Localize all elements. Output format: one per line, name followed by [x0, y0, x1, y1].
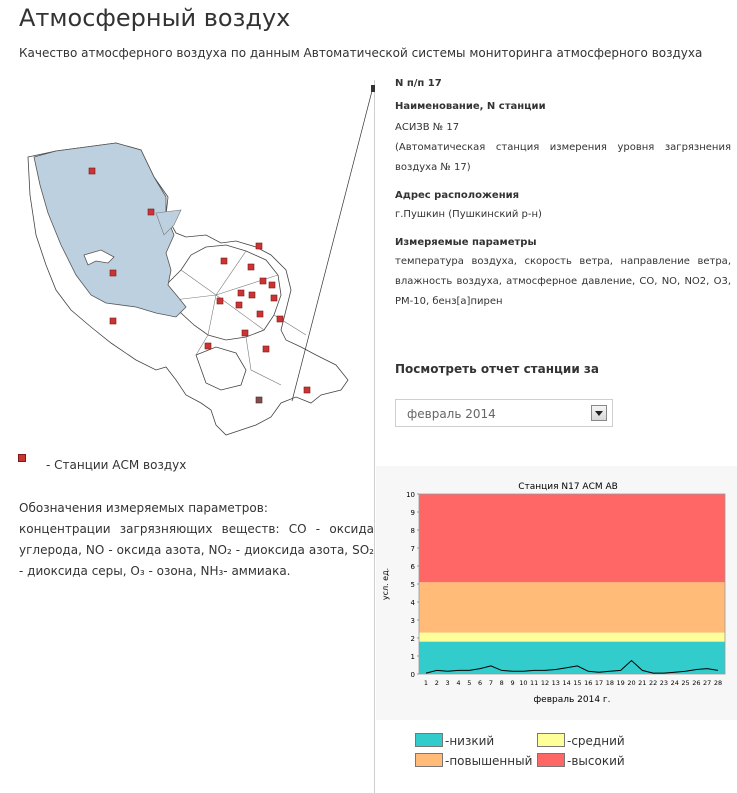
- chart-ylabel: усл. ед.: [381, 567, 390, 601]
- band-2: [419, 582, 725, 632]
- x-tick-label: 1: [423, 679, 429, 687]
- legend-item-high: [537, 753, 625, 768]
- station-marker[interactable]: [257, 311, 263, 317]
- station-marker[interactable]: [242, 330, 248, 336]
- station-marker[interactable]: [221, 258, 227, 264]
- chart-title: Станция N17 АСМ АВ: [518, 482, 618, 492]
- x-tick-label: 26: [692, 679, 701, 687]
- y-tick-label: 2: [410, 635, 415, 643]
- x-tick-label: 10: [519, 679, 528, 687]
- band-0: [419, 642, 725, 674]
- page-subtitle: Качество атмосферного воздуха по данным Автоматической системы мониторинга атмосферного воздуха: [19, 46, 703, 60]
- y-tick-label: 0: [410, 671, 415, 679]
- x-tick-label: 25: [681, 679, 690, 687]
- chart-xlabel: февраль 2014 г.: [533, 695, 611, 705]
- y-tick-label: 8: [410, 527, 415, 535]
- x-tick-label: 6: [478, 679, 483, 687]
- legend-label-medium: -средний: [567, 734, 625, 748]
- station-marker[interactable]: [260, 278, 266, 284]
- station-legend-marker: [18, 454, 26, 462]
- chevron-down-icon[interactable]: [591, 405, 607, 421]
- x-tick-label: 27: [703, 679, 712, 687]
- x-tick-label: 8: [499, 679, 504, 687]
- notation-block: [19, 498, 374, 582]
- x-tick-label: 18: [605, 679, 614, 687]
- x-tick-label: 20: [627, 679, 636, 687]
- station-marker[interactable]: [236, 302, 242, 308]
- station-legend-text: - Станции АСМ воздух: [46, 458, 187, 472]
- station-marker[interactable]: [269, 282, 275, 288]
- legend-item-low: [415, 733, 494, 748]
- station-marker[interactable]: [256, 243, 262, 249]
- station-name-value: АСИЗВ № 17: [395, 122, 460, 133]
- y-tick-label: 5: [410, 581, 415, 589]
- callout-line: [292, 87, 373, 401]
- x-tick-label: 11: [530, 679, 539, 687]
- station-marker[interactable]: [148, 209, 154, 215]
- x-tick-label: 24: [670, 679, 679, 687]
- report-heading: Посмотреть отчет станции за: [395, 362, 599, 376]
- x-tick-label: 2: [434, 679, 439, 687]
- y-tick-label: 3: [410, 617, 415, 625]
- station-marker[interactable]: [238, 290, 244, 296]
- station-marker[interactable]: [217, 298, 223, 304]
- notation-heading: Обозначения измеряемых параметров:: [19, 501, 268, 515]
- legend-item-elevated: [415, 753, 532, 768]
- legend-label-elevated: -повышенный: [445, 754, 533, 768]
- x-tick-label: 4: [456, 679, 461, 687]
- legend-swatch-medium: [537, 733, 565, 747]
- month-select-value: февраль 2014: [407, 407, 496, 421]
- x-tick-label: 17: [594, 679, 604, 687]
- station-number: N п/п 17: [395, 78, 442, 89]
- station-name-label: Наименование, N станции: [395, 101, 546, 112]
- legend-item-medium: [537, 733, 625, 748]
- legend-swatch-low: [415, 733, 443, 747]
- x-tick-label: 12: [540, 679, 550, 687]
- x-tick-label: 7: [488, 679, 493, 687]
- band-1: [419, 633, 725, 642]
- callout-marker: [371, 85, 375, 92]
- x-tick-label: 22: [648, 679, 658, 687]
- page-title: Атмосферный воздух: [19, 4, 291, 32]
- month-select[interactable]: [395, 399, 613, 427]
- legend-swatch-elevated: [415, 753, 443, 767]
- station-params-label: Измеряемые параметры: [395, 237, 537, 248]
- legend-label-high: -высокий: [567, 754, 625, 768]
- x-tick-label: 13: [551, 679, 560, 687]
- y-tick-label: 6: [410, 563, 415, 571]
- station-marker[interactable]: [205, 343, 211, 349]
- station-marker[interactable]: [271, 295, 277, 301]
- station-address-value: г.Пушкин (Пушкинский р-н): [395, 209, 542, 220]
- x-tick-label: 19: [616, 679, 625, 687]
- band-3: [419, 494, 725, 582]
- x-tick-label: 9: [510, 679, 515, 687]
- station-marker[interactable]: [277, 316, 283, 322]
- x-tick-label: 5: [467, 679, 472, 687]
- district-map: [16, 85, 376, 445]
- x-tick-label: 28: [713, 679, 723, 687]
- station-marker[interactable]: [89, 168, 95, 174]
- station-marker[interactable]: [110, 270, 116, 276]
- legend-swatch-high: [537, 753, 565, 767]
- station-marker-selected[interactable]: [256, 397, 262, 403]
- station-marker[interactable]: [249, 292, 255, 298]
- station-address-label: Адрес расположения: [395, 190, 520, 201]
- legend-label-low: -низкий: [445, 734, 495, 748]
- x-tick-label: 23: [659, 679, 669, 687]
- y-tick-label: 4: [410, 599, 415, 607]
- x-tick-label: 15: [573, 679, 582, 687]
- x-tick-label: 14: [562, 679, 571, 687]
- y-tick-label: 9: [410, 509, 415, 517]
- y-tick-label: 1: [410, 653, 415, 661]
- station-marker[interactable]: [248, 264, 254, 270]
- station-marker[interactable]: [263, 346, 269, 352]
- y-tick-label: 7: [410, 545, 415, 553]
- station-marker[interactable]: [304, 387, 310, 393]
- x-tick-label: 21: [638, 679, 647, 687]
- x-tick-label: 3: [445, 679, 450, 687]
- station-name-description: (Автоматическая станция измерения уровня загрязнения воздуха № 17): [395, 142, 731, 173]
- station-chart: [376, 466, 737, 720]
- x-tick-label: 16: [584, 679, 593, 687]
- notation-text: концентрации загрязняющих веществ: CO - оксида углерода, NO - оксида азота, NO₂ - диоксида азота, SO₂ - диоксида серы, O₃ - озона, NH₃- аммиака.: [19, 522, 374, 578]
- station-marker[interactable]: [110, 318, 116, 324]
- y-tick-label: 10: [406, 491, 415, 499]
- station-params-value: температура воздуха, скорость ветра, направление ветра, влажность воздуха, атмосферное давление, CO, NO, NO2, O3, PM-10, бенз[а]пирен: [395, 256, 731, 307]
- station-info: [395, 78, 731, 326]
